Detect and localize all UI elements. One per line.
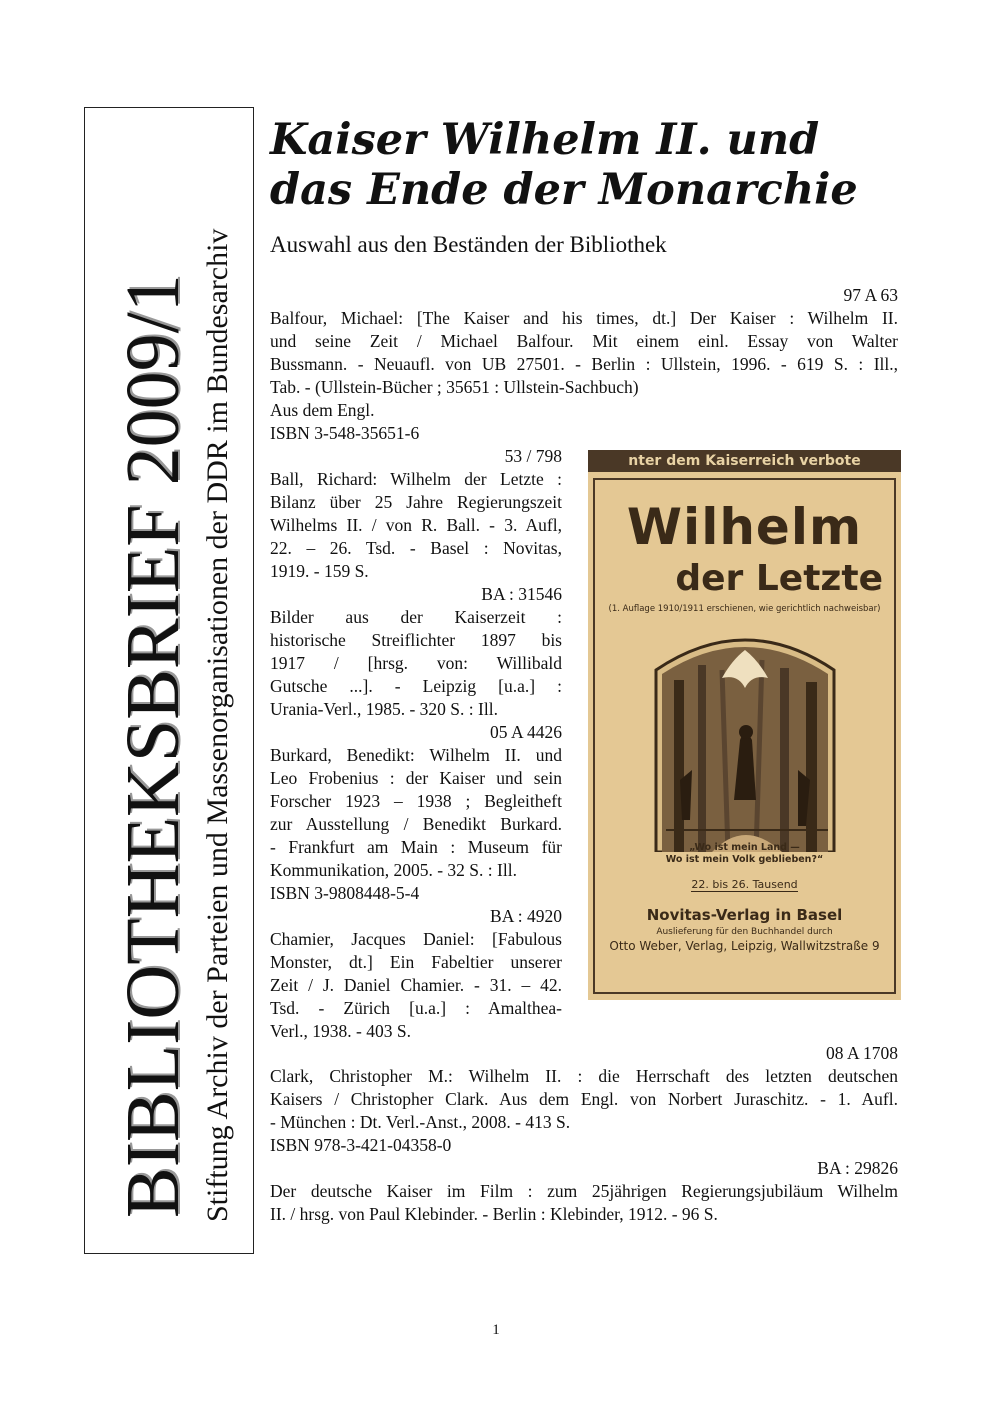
entry-line: Wilhelms II. / von R. Ball. - 3. Aufl, [270,515,562,535]
publisher-name: Stiftung Archiv der Parteien und Massenorganisationen der DDR im Bundesarchiv [201,228,234,1222]
entry-line: Der deutsche Kaiser im Film : zum 25jährigen Regierungsjubiläum Wilhelm [270,1181,898,1201]
forest-illustration [652,630,838,852]
entry-line: Kaisers / Christopher Clark. Aus dem Engl. von Norbert Juraschitz. - 1. Aufl. [270,1089,898,1109]
entry-line: Monster, dt.] Ein Fabeltier unserer [270,952,562,972]
poster-quote-line-1: „Wo ist mein Land — [689,842,800,853]
entry-line: Forscher 1923 – 1938 ; Begleitheft [270,791,562,811]
entry-line: 1919. - 159 S. [270,561,369,581]
entry-line: Kommunikation, 2005. - 32 S. : Ill. [270,860,517,880]
list-item [270,905,562,1043]
shelf-signature: 05 A 4426 [490,722,562,742]
poster-banner: nter dem Kaiserreich verbote [588,450,901,472]
title-line-2: das Ende der Monarchie [270,165,858,215]
shelf-signature: BA : 31546 [481,584,562,604]
entry-line: Burkard, Benedikt: Wilhelm II. und [270,745,562,765]
poster-note: (1. Auflage 1910/1911 erschienen, wie gerichtlich nachweisbar) [608,604,881,614]
entry-line: Clark, Christopher M.: Wilhelm II. : die Herrschaft des letzten deutschen [270,1066,898,1086]
poster-address: Otto Weber, Verlag, Leipzig, Wallwitzstraße 9 [609,939,880,953]
shelf-signature: BA : 29826 [817,1158,898,1178]
list-item [270,284,898,445]
entry-line: - München : Dt. Verl.-Anst., 2008. - 413 S. [270,1112,571,1132]
list-item [270,721,562,905]
entry-line: 1917 / [hrsg. von: Willibald [270,653,562,673]
entry-line: zur Ausstellung / Benedikt Burkard. [270,814,562,834]
entry-line: - Frankfurt am Main : Museum für [270,837,562,857]
page-number: 1 [492,1322,500,1338]
poster-edition [588,878,901,891]
entry-line: Zeit / J. Daniel Chamier. - 31. – 42. [270,975,562,995]
entry-line: ISBN 3-548-35651-6 [270,423,420,443]
entry-line: Bussmann. - Neuaufl. von UB 27501. - Berlin : Ullstein, 1996. - 619 S. : Ill., [270,354,898,374]
poster-title-2: der Letzte [675,558,883,599]
series-title: BIBLIOTHEKSBRIEF 2009/1 [111,274,195,1218]
entry-line: Bilder aus der Kaiserzeit : [270,607,562,627]
entry-line: Aus dem Engl. [270,400,375,420]
entry-line: 22. – 26. Tsd. - Basel : Novitas, [270,538,562,558]
sidebar-box [84,107,254,1254]
entry-line: II. / hrsg. von Paul Klebinder. - Berlin : Klebinder, 1912. - 96 S. [270,1204,718,1224]
list-item [270,583,562,721]
page-subtitle: Auswahl aus den Beständen der Bibliothek [270,232,667,257]
entry-line: und seine Zeit / Michael Balfour. Mit einem einl. Essay von Walter [270,331,898,351]
entry-line: Bilanz über 25 Jahre Regierungszeit [270,492,562,512]
shelf-signature: BA : 4920 [490,906,562,926]
shelf-signature: 97 A 63 [843,285,898,305]
list-item [270,445,562,583]
entry-line: Urania-Verl., 1985. - 320 S. : Ill. [270,699,498,719]
poster-publisher: Novitas-Verlag in Basel [646,906,843,924]
entry-line: Leo Frobenius : der Kaiser und sein [270,768,562,788]
shelf-signature: 08 A 1708 [826,1043,898,1063]
entry-line: Chamier, Jacques Daniel: [Fabulous [270,929,562,949]
title-line-1: Kaiser Wilhelm II. und [270,115,820,165]
book-cover-image [588,450,901,1000]
page-title [270,115,910,215]
poster-quote [588,842,901,866]
entry-line: Gutsche ...]. - Leipzig [u.a.] : [270,676,562,696]
entry-line: Verl., 1938. - 403 S. [270,1021,411,1041]
poster-edition-text: 22. bis 26. Tausend [691,878,798,891]
entry-line: ISBN 3-9808448-5-4 [270,883,420,903]
entry-line: Tab. - (Ullstein-Bücher ; 35651 : Ullstein-Sachbuch) [270,377,639,397]
entry-line: Ball, Richard: Wilhelm der Letzte : [270,469,562,489]
entry-line: historische Streiflichter 1897 bis [270,630,562,650]
entry-line: Tsd. - Zürich [u.a.] : Amalthea- [270,998,562,1018]
list-item [270,1042,898,1157]
poster-quote-line-2: Wo ist mein Volk geblieben?“ [665,854,824,865]
entry-line: Balfour, Michael: [The Kaiser and his times, dt.] Der Kaiser : Wilhelm II. [270,308,898,328]
poster-delivery: Auslieferung für den Buchhandel durch [656,927,833,937]
list-item [270,1157,898,1226]
shelf-signature: 53 / 798 [504,446,562,466]
entry-line: ISBN 978-3-421-04358-0 [270,1135,452,1155]
poster-title: Wilhelm [626,498,863,556]
